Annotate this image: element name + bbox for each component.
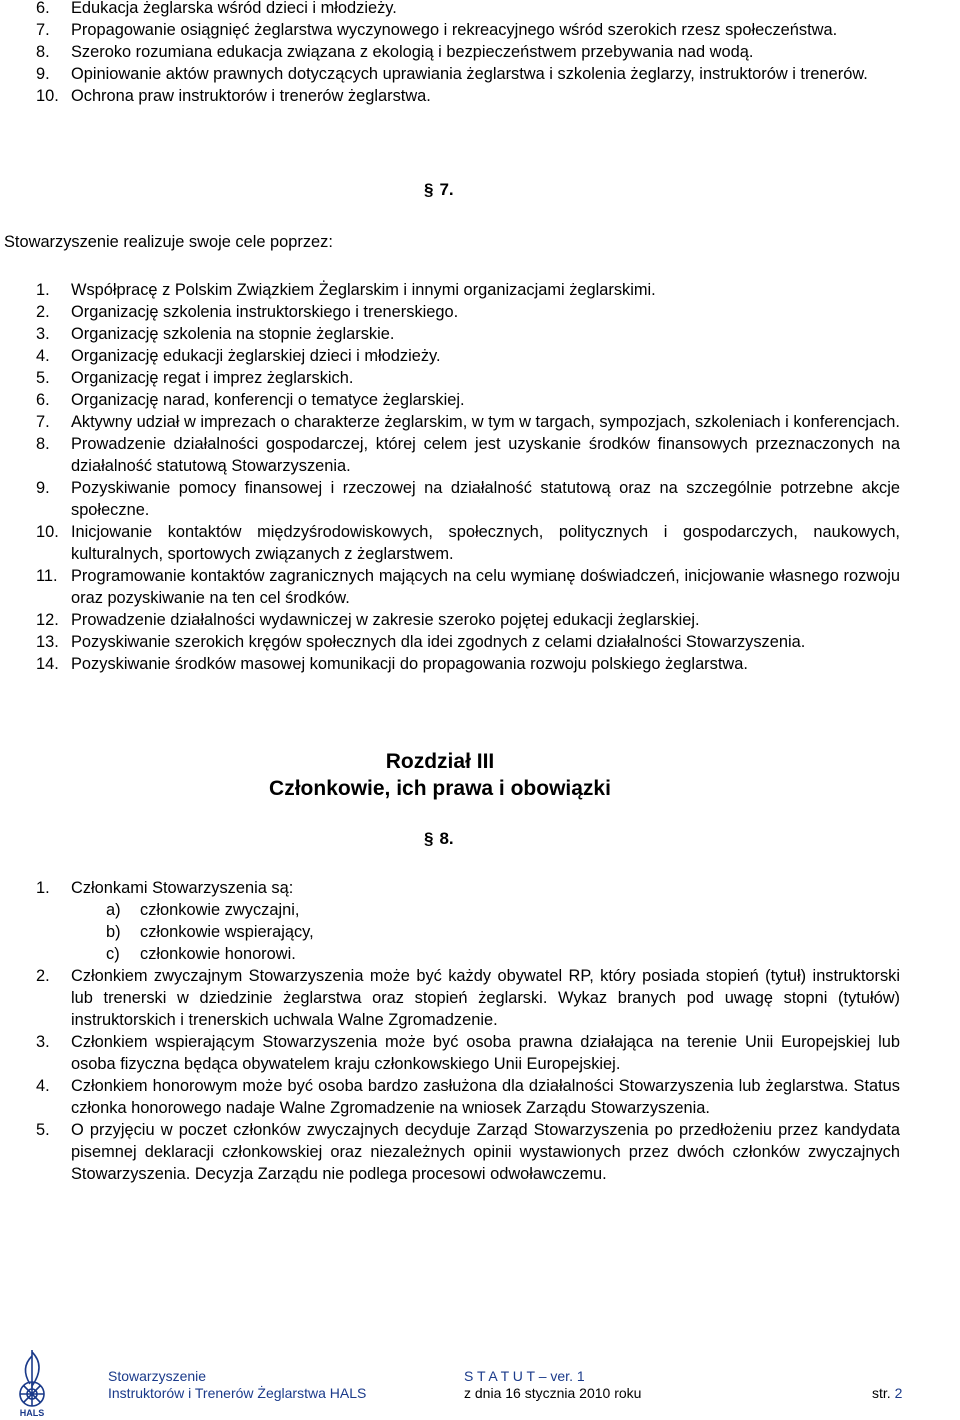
list-item: 1. Współpracę z Polskim Związkiem Żeglarskim i innymi organizacjami żeglarskimi.: [36, 281, 656, 299]
list-item: 4. Członkiem honorowym może być osoba bardzo zasłużona dla działalności Stowarzyszenia lub żeglarstwa. Status członka honorowego nadaje Walne Zgromadzenie na wniosek Zarządu Stowarzyszenia.: [36, 1077, 900, 1117]
list-item: 6. Organizację narad, konferencji o tematyce żeglarskiej.: [36, 391, 465, 409]
means-list: [0, 279, 900, 675]
hals-logo-icon: [6, 1346, 58, 1418]
list-item: 12. Prowadzenie działalności wydawniczej w zakresie szeroko pojętej edukacji żeglarskiej.: [36, 611, 700, 629]
means-intro: Stowarzyszenie realizuje swoje cele poprzez:: [4, 233, 333, 251]
list-item: 14. Pozyskiwanie środków masowej komunikacji do propagowania rozwoju polskiego żeglarstwa.: [36, 655, 748, 673]
section-heading: § 7.: [424, 180, 454, 199]
list-item: 3. Członkiem wspierającym Stowarzyszenia może być osoba prawna działająca na terenie Unii Europejskiej lub osoba fizyczna będąca obywatelem kraju członkowskiego Unii Europejskiej.: [36, 1033, 900, 1073]
footer-page: str. 2: [872, 1385, 903, 1401]
goals-list: [0, 0, 900, 107]
list-item: 9. Pozyskiwanie pomocy finansowej i rzeczowej na działalność statutową oraz na szczególnie potrzebne akcje społeczne.: [36, 479, 900, 519]
list-item: 8. Szeroko rozumiana edukacja związana z ekologią i bezpieczeństwem przebywania nad wodą.: [36, 43, 754, 61]
list-item: 5. O przyjęciu w poczet członków zwyczajnych decyduje Zarząd Stowarzyszenia po przedłożeniu przez kandydata pisemnej deklaracji członkowskiej oraz niezależnych opinii wystawionych przez dwóch członków zwyczajnych Stowarzyszenia. Decyzja Zarządu nie podlega procesowi odwoławczemu.: [36, 1121, 900, 1183]
list-item: 9. Opiniowanie aktów prawnych dotyczących uprawiania żeglarstwa i szkolenia żeglarzy, instruktorów i trenerów.: [36, 65, 868, 83]
chapter-title: Członkowie, ich prawa i obowiązki: [269, 777, 611, 800]
member-type-item: c) członkowie honorowi.: [106, 945, 296, 963]
list-item: 4. Organizację edukacji żeglarskiej dzieci i młodzieży.: [36, 347, 441, 365]
list-item: 5. Organizację regat i imprez żeglarskich.: [36, 369, 354, 387]
chapter-number: Rozdział III: [385, 750, 495, 773]
list-item: 8. Prowadzenie działalności gospodarczej, której celem jest uzyskanie środków finansowych przeznaczonych na działalność statutową Stowarzyszenia.: [36, 435, 900, 475]
members-list: [0, 965, 900, 1185]
svg-text:HALS: HALS: [19, 1408, 45, 1418]
member-type-item: b) członkowie wspierający,: [106, 923, 314, 941]
list-item: 1. Członkami Stowarzyszenia są:: [36, 879, 294, 897]
list-item: 10. Inicjowanie kontaktów międzyśrodowiskowych, społecznych, politycznych i gospodarczych, naukowych, kulturalnych, sportowych związanych z żeglarstwem.: [36, 523, 900, 563]
list-item: 6. Edukacja żeglarska wśród dzieci i młodzieży.: [36, 0, 397, 17]
footer-date: z dnia 16 stycznia 2010 roku: [464, 1385, 642, 1401]
list-item: 10. Ochrona praw instruktorów i trenerów żeglarstwa.: [36, 87, 431, 105]
list-item: 7. Aktywny udział w imprezach o charakterze żeglarskim, w tym w targach, sympozjach, szkoleniach i konferencjach.: [36, 413, 900, 431]
members-item-1: [0, 877, 900, 899]
list-item: 11. Programowanie kontaktów zagranicznych mających na celu wymianę doświadczeń, inicjowanie własnego rozwoju oraz pozyskiwanie na ten cel środków.: [36, 567, 900, 607]
footer-org-name: Stowarzyszenie: [108, 1368, 207, 1384]
footer-org-name-line2: Instruktorów i Trenerów Żeglarstwa HALS: [108, 1385, 367, 1401]
list-item: 13. Pozyskiwanie szerokich kręgów społecznych dla idei zgodnych z celami działalności Stowarzyszenia.: [36, 633, 806, 651]
section-heading: § 8.: [424, 829, 454, 848]
list-item: 3. Organizację szkolenia na stopnie żeglarskie.: [36, 325, 395, 343]
list-item: 2. Członkiem zwyczajnym Stowarzyszenia może być każdy obywatel RP, który posiada stopień (tytuł) instruktorski lub trenerski w dziedzinie żeglarstwa oraz stopień żeglarski. Wykaz branych pod uwagę stopni (tytułów) instruktorskich i trenerskich uchwala Walne Zgromadzenie.: [36, 967, 900, 1029]
list-item: 7. Propagowanie osiągnięć żeglarstwa wyczynowego i rekreacyjnego wśród szerokich rzesz społeczeństwa.: [36, 21, 838, 39]
footer-statute: S T A T U T – ver. 1: [464, 1368, 585, 1384]
member-type-item: a) członkowie zwyczajni,: [106, 901, 300, 919]
list-item: 2. Organizację szkolenia instruktorskiego i trenerskiego.: [36, 303, 459, 321]
